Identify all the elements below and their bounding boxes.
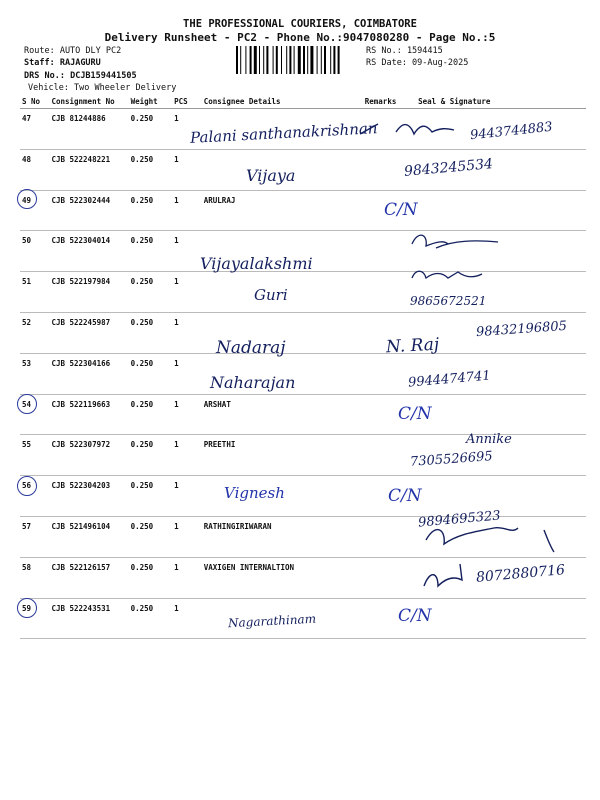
handwritten-name: Palani santhanakrishnan xyxy=(189,119,378,147)
row-consignment: CJB 522119663 xyxy=(49,394,128,435)
row-pcs: 1 xyxy=(172,312,202,353)
row-consignment: CJB 522243531 xyxy=(49,598,128,639)
col-weight-header: Weight xyxy=(129,94,173,109)
row-sno: 55 xyxy=(20,435,49,476)
col-signature-header: Seal & Signature xyxy=(416,94,586,109)
handwritten-name: Vignesh xyxy=(224,484,285,502)
row-consignment: CJB 522304166 xyxy=(49,353,128,394)
row-weight: 0.250 xyxy=(129,109,173,150)
row-pcs: 1 xyxy=(172,516,202,557)
signature-row-57 xyxy=(426,528,554,552)
handwritten-name: Vijaya xyxy=(246,166,296,185)
vehicle-label: Vehicle: Two Wheeler Delivery xyxy=(28,83,177,93)
runsheet-subtitle: Delivery Runsheet - PC2 - Phone No.:9047080280 - Page No.:5 xyxy=(104,31,496,44)
row-sno: 54 xyxy=(20,394,49,435)
row-weight: 0.250 xyxy=(129,598,173,639)
signature-row-50 xyxy=(412,235,498,248)
row-sno: 47 xyxy=(20,109,49,150)
signature-row-58 xyxy=(424,564,462,586)
route-label: Route: AUTO DLY PC2 xyxy=(24,46,122,56)
handwritten-phone: 9443744883 xyxy=(469,119,554,144)
handwritten-phone: 9894695323 xyxy=(417,508,502,531)
handwritten-name: Nadaraj xyxy=(216,338,286,358)
col-consignment-header: Consignment No xyxy=(49,94,128,109)
handwritten-signature: N. Raj xyxy=(385,334,440,358)
row-sno: 59 xyxy=(20,598,49,639)
row-consignee: ARULRAJ xyxy=(202,190,363,231)
handwritten-cn-mark: C/N xyxy=(388,486,422,506)
row-consignment: CJB 522304203 xyxy=(49,476,128,517)
signature-row-51 xyxy=(412,271,482,278)
row-sno: 56 xyxy=(20,476,49,517)
handwritten-cn-mark: C/N xyxy=(398,606,432,626)
row-consignment: CJB 522304014 xyxy=(49,231,128,272)
handwritten-name: Guri xyxy=(254,286,288,304)
row-sno: 48 xyxy=(20,149,49,190)
handwritten-phone: 9944474741 xyxy=(407,368,492,391)
row-weight: 0.250 xyxy=(129,231,173,272)
handwritten-signature: Annike xyxy=(466,432,512,447)
row-consignee: VAXIGEN INTERNALTION xyxy=(202,557,363,598)
company-title: THE PROFESSIONAL COURIERS, COIMBATORE xyxy=(183,18,417,30)
row-consignment: CJB 522197984 xyxy=(49,272,128,313)
row-pcs: 1 xyxy=(172,149,202,190)
drs-number: DCJB159441505 xyxy=(70,71,137,81)
handwritten-phone: 9843245534 xyxy=(403,156,494,180)
row-pcs: 1 xyxy=(172,476,202,517)
handwritten-phone: 7305526695 xyxy=(409,449,494,470)
handwritten-name: Vijayalakshmi xyxy=(200,254,313,273)
row-consignee: PREETHI xyxy=(202,435,363,476)
row-pcs: 1 xyxy=(172,272,202,313)
row-consignment: CJB 522307972 xyxy=(49,435,128,476)
rs-number: RS No.: 1594415 xyxy=(366,46,443,56)
row-weight: 0.250 xyxy=(129,394,173,435)
row-sno: 58 xyxy=(20,557,49,598)
col-remarks-header: Remarks xyxy=(363,94,416,109)
row-weight: 0.250 xyxy=(129,149,173,190)
col-sno-header: S No xyxy=(20,94,49,109)
handwritten-phone: 9865672521 xyxy=(410,294,487,308)
handwritten-cn-mark: C/N xyxy=(398,404,432,424)
row-pcs: 1 xyxy=(172,557,202,598)
row-pcs: 1 xyxy=(172,231,202,272)
row-sno: 53 xyxy=(20,353,49,394)
row-sno: 50 xyxy=(20,231,49,272)
row-consignment: CJB 522245987 xyxy=(49,312,128,353)
row-consignment: CJB 522126157 xyxy=(49,557,128,598)
row-pcs: 1 xyxy=(172,598,202,639)
row-weight: 0.250 xyxy=(129,435,173,476)
rs-date: RS Date: 09-Aug-2025 xyxy=(366,58,469,68)
row-pcs: 1 xyxy=(172,190,202,231)
row-consignee: ARSHAT xyxy=(202,394,363,435)
row-consignment: CJB 521496104 xyxy=(49,516,128,557)
row-weight: 0.250 xyxy=(129,190,173,231)
row-pcs: 1 xyxy=(172,353,202,394)
row-pcs: 1 xyxy=(172,109,202,150)
row-sno: 57 xyxy=(20,516,49,557)
staff-label: Staff: xyxy=(24,58,55,68)
row-consignment: CJB 81244886 xyxy=(49,109,128,150)
row-weight: 0.250 xyxy=(129,557,173,598)
col-pcs-header: PCS xyxy=(172,94,202,109)
row-consignment: CJB 522302444 xyxy=(49,190,128,231)
drs-label: DRS No.: xyxy=(24,71,65,81)
row-weight: 0.250 xyxy=(129,312,173,353)
handwritten-phone: 8072880716 xyxy=(475,562,566,586)
row-weight: 0.250 xyxy=(129,353,173,394)
col-consignee-header: Consignee Details xyxy=(202,94,363,109)
row-weight: 0.250 xyxy=(129,516,173,557)
handwritten-name: Nagarathinam xyxy=(227,611,317,631)
row-consignee: RATHINGIRIWARAN xyxy=(202,516,363,557)
row-weight: 0.250 xyxy=(129,272,173,313)
handwritten-cn-mark: C/N xyxy=(384,200,418,220)
row-weight: 0.250 xyxy=(129,476,173,517)
handwritten-phone: 98432196805 xyxy=(475,318,568,341)
signature-row-47 xyxy=(360,124,454,134)
staff-name: RAJAGURU xyxy=(59,58,101,68)
row-consignment: CJB 522248221 xyxy=(49,149,128,190)
row-sno: 49 xyxy=(20,190,49,231)
row-sno: 52 xyxy=(20,312,49,353)
handwritten-name: Naharajan xyxy=(210,373,296,392)
row-pcs: 1 xyxy=(172,435,202,476)
row-pcs: 1 xyxy=(172,394,202,435)
row-sno: 51 xyxy=(20,272,49,313)
